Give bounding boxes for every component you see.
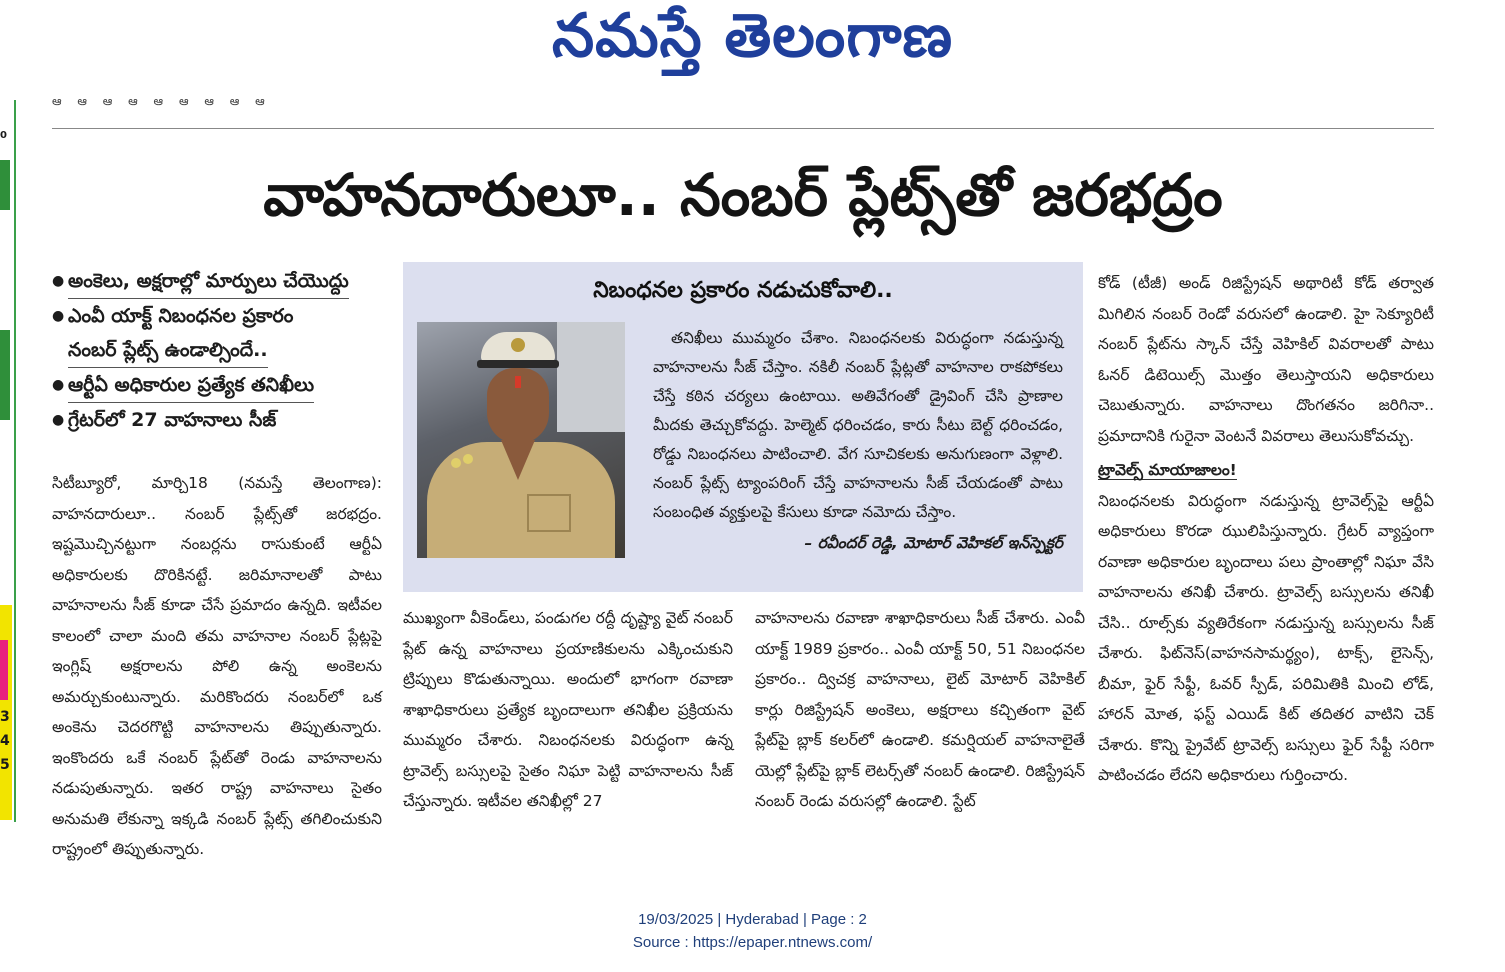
headline: వాహనదారులూ.. నంబర్ ప్లేట్స్‌తో జరభద్రం: [263, 160, 1223, 229]
quote-text: తనిఖీలు ముమ్మరం చేశాం. నిబంధనలకు విరుద్ధంగా నడుస్తున్న వాహనాలను సీజ్ చేస్తాం. నకిలీ నంబర్ ప్లేట్లతో వాహనాల రాకపోకలు చేస్తే కఠిన చర్యలు ఉంటాయి. అతివేగంతో డ్రైవింగ్ చేసి ప్రాణాల మీదకు తెచ్చుకోవద్దు. హెల్మెట్ ధరించడం, కారు సీటు బెల్ట్ ధరించడం, రోడ్డు నిబంధనలు పాటించాలి. వేగ సూచికలకు అనుగుణంగా వెళ్లాలి. నంబర్ ప్లేట్స్ ట్యాంపరింగ్ చేస్తే వాహనాలను సీజ్ చేయడంతో పాటు సంబంధిత వ్యక్తులపై కేసులు కూడా నమోదు చేస్తాం.: [653, 329, 1063, 521]
bullet-icon: ●: [52, 273, 65, 289]
adjacent-page-strip: [0, 100, 16, 822]
highlight-text: నంబర్ ప్లేట్స్ ఉండాల్సిందే..: [68, 333, 268, 368]
article-paragraph: సిటీబ్యూరో, మార్చి18 (నమస్తే తెలంగాణ): వాహనదారులూ.. నంబర్ ప్లేట్స్‌తో జరభద్రం. ఇష్టమొచ్చినట్టుగా నంబర్లను రాసుకుంటే ఆర్టీఏ అధికారులకు దొరికినట్టే. జరిమానాలతో పాటు వాహనాలను సీజ్ కూడా చేసే ప్రమాదం ఉన్నది. ఇటీవల కాలంలో చాలా మంది తమ వాహనాల నంబర్ ప్లేట్లపై ఇంగ్లిష్ అక్షరాలను పోలి ఉన్న అంకెలను అమర్చుకుంటున్నారు. మరికొందరు నంబర్‌లో ఒక అంకెను చెదరగొట్టి వాహనాలను తిప్పుతున్నారు. ఇంకొందరు ఒకే నంబర్ ప్లేట్‌తో రెండు వాహనాలను నడుపుతున్నారు. ఇతర రాష్ట్ర వాహనాలు సైతం అనుమతి లేకున్నా ఇక్కడి నంబర్ ప్లేట్స్ తగిలించుకుని రాష్ట్రంలో తిప్పుతున్నారు.: [52, 474, 382, 858]
highlight-item: [52, 403, 398, 437]
quote-attribution: – రవీందర్ రెడ్డి, మోటార్ వెహికల్ ఇన్‌స్పెక్టర్: [804, 534, 1063, 552]
highlight-text: ఎంవీ యాక్ట్ నిబంధనల ప్రకారం: [68, 305, 294, 327]
bullet-icon: ●: [52, 308, 65, 324]
strip-green-block: [0, 160, 10, 210]
highlight-item-continuation: [52, 333, 398, 368]
article-column-2: [403, 603, 733, 817]
strip-numbers: 3 4 5: [0, 709, 10, 773]
strip-digit: 0: [0, 130, 7, 141]
article-column-3: [755, 603, 1085, 817]
highlights-list: [52, 264, 398, 437]
page-footer: [0, 908, 1505, 954]
source-link[interactable]: Source : https://epaper.ntnews.com/: [632, 934, 873, 951]
newspaper-title: నమస్తే తెలంగాణ: [551, 1, 954, 71]
article-paragraph: ముఖ్యంగా వీకెండ్‌లు, పండుగల రద్దీ దృష్ట్యా వైట్ నంబర్ ప్లేట్ ఉన్న వాహనాలు ప్రయాణికులను ఎక్కించుకుని ట్రిప్పులు కొడుతున్నాయి. అందులో భాగంగా రవాణా శాఖాధికారులు ప్రత్యేక బృందాలుగా తనిఖీల ప్రక్రియను ముమ్మరం చేశారు. నిబంధనలకు విరుద్ధంగా ఉన్న ట్రావెల్స్ బస్సులపై సైతం నిఘా పెట్టి వాహనాలను సీజ్ చేస్తున్నారు. ఇటీవల తనిఖీల్లో 27: [403, 609, 733, 810]
article-column-1: [52, 468, 382, 865]
highlight-text: గ్రేటర్‌లో 27 వాహనాలు సీజ్: [68, 409, 277, 431]
bullet-icon: ●: [52, 412, 65, 428]
highlight-text: ఆర్టీఏ అధికారుల ప్రత్యేక తనిఖీలు: [68, 368, 314, 403]
article-paragraph: నిబంధనలకు విరుద్ధంగా నడుస్తున్న ట్రావెల్స్‌పై ఆర్టీఏ అధికారులు కొరడా ఝులిపిస్తున్నారు. గ్రేటర్ వ్యాప్తంగా రవాణా అధికారుల బృందాలు పలు ప్రాంతాల్లో నిఘా వేసి వాహనాలను తనిఖీ చేశారు. ట్రావెల్స్ బస్సులను తనిఖీ చేసి.. రూల్స్‌కు వ్యతిరేకంగా నడుస్తున్న బస్సులను సీజ్ చేశారు. ఫిట్‌నెస్(వాహనసామర్థ్యం), టాక్స్, లైసెన్స్, బీమా, ఫైర్ సేఫ్టీ, ఓవర్ స్పీడ్, పరిమితికి మించి లోడ్, హారన్ మోత, ఫస్ట్ ఎయిడ్ కిట్ తదితర వాటిని చెక్ చేశారు. కొన్ని ప్రైవేట్ ట్రావెల్స్ బస్సులు ఫైర్ సేఫ్టీ సరిగా పాటించడం లేదని అధికారులు గుర్తించారు.: [1098, 491, 1434, 784]
quote-boxout: [403, 262, 1083, 592]
cut-off-text-line: ఆ ఆ ఆ ఆ ఆ ఆ ఆ ఆ ఆ: [52, 94, 271, 108]
strip-green-block: [0, 330, 10, 420]
edition-info: 19/03/2025 | Hyderabad | Page : 2: [638, 911, 867, 928]
bullet-icon: ●: [52, 377, 65, 393]
article-column-4: [1098, 268, 1434, 791]
highlight-item: [52, 299, 398, 333]
section-subhead: ట్రావెల్స్ మాయాజాలం!: [1098, 461, 1237, 479]
article-paragraph: వాహనాలను రవాణా శాఖాధికారులు సీజ్ చేశారు. ఎంవీ యాక్ట్ 1989 ప్రకారం.. ఎంవీ యాక్ట్ 50, 51 నిబంధనల ప్రకారం.. ద్విచక్ర వాహనాలు, లైట్ మోటార్ వెహికిల్ కార్లు రిజిస్ట్రేషన్ అంకెలు, అక్షరాలు కచ్చితంగా వైట్ ప్లేట్‌పై బ్లాక్ కలర్‌లో ఉండాలి. కమర్షియల్ వాహనాలైతే యెల్లో ప్లేట్‌పై బ్లాక్ లెటర్స్‌తో నంబర్ ఉండాలి. రిజిస్ట్రేషన్ నంబర్ రెండు వరుసల్లో ఉండాలి. స్టేట్: [755, 609, 1085, 810]
boxout-quote: [653, 324, 1063, 558]
highlight-item: [52, 368, 398, 403]
inspector-photo: [417, 322, 625, 558]
masthead: [0, 1, 1505, 82]
article-paragraph: కోడ్ (టీజీ) అండ్ రిజిస్ట్రేషన్ అథారిటీ కోడ్ తర్వాత మిగిలిన నంబర్ రెండో వరుసలో ఉండాలి. హై సెక్యూరిటీ నంబర్ ప్లేట్‌ను స్కాన్ చేస్తే వెహికిల్ వివరాలతో పాటు ఓనర్ డిటెయిల్స్ మొత్తం తెలుస్తాయని అధికారులు చెబుతున్నారు. వాహనాలు దొంగతనం జరిగినా.. ప్రమాదానికి గురైనా వెంటనే వివరాలు తెలుసుకోవచ్చు.: [1098, 274, 1434, 445]
boxout-title: నిబంధనల ప్రకారం నడుచుకోవాలి..: [593, 278, 893, 303]
strip-pink-block: [0, 640, 8, 700]
divider: [52, 128, 1434, 129]
highlight-item: [52, 264, 398, 299]
highlight-text: అంకెలు, అక్షరాల్లో మార్పులు చేయొద్దు: [68, 264, 349, 299]
